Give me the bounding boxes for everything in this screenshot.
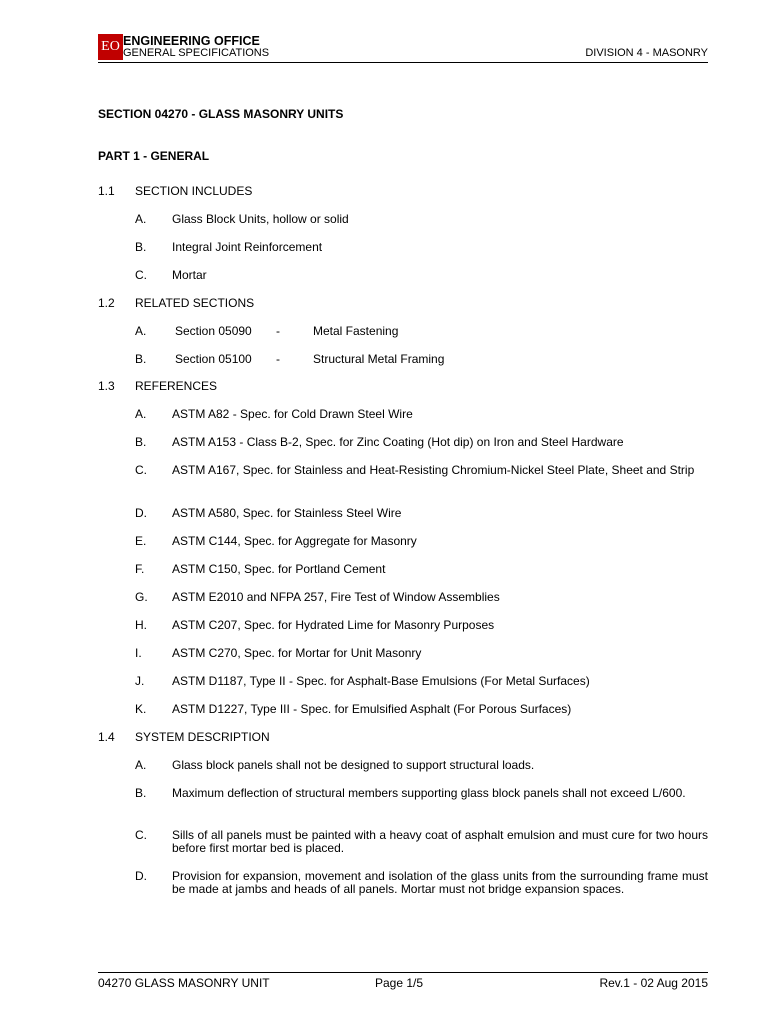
item-text: ASTM A167, Spec. for Stainless and Heat-Resisting Chromium-Nickel Steel Plate, Sheet and Strip (172, 463, 695, 477)
s11-num: 1.1 (98, 184, 115, 198)
related-section: Section 05100 (175, 352, 252, 366)
s12-num: 1.2 (98, 296, 115, 310)
item-text: Integral Joint Reinforcement (172, 240, 323, 254)
item-text: Mortar (172, 268, 207, 282)
item-letter: F. (135, 562, 145, 576)
s11-title: SECTION INCLUDES (135, 184, 253, 198)
item-letter: E. (135, 534, 147, 548)
eo-logo: EO (98, 34, 123, 60)
related-dash: - (276, 352, 280, 366)
item-letter: B. (135, 352, 147, 366)
item-text: ASTM A153 - Class B-2, Spec. for Zinc Coating (Hot dip) on Iron and Steel Hardware (172, 435, 624, 449)
item-letter: A. (135, 407, 147, 421)
spec-name: GENERAL SPECIFICATIONS (123, 47, 270, 59)
item-letter: B. (135, 786, 147, 800)
item-text: ASTM E2010 and NFPA 257, Fire Test of Window Assemblies (172, 590, 500, 604)
item-text: ASTM C150, Spec. for Portland Cement (172, 562, 386, 576)
item-letter: C. (135, 268, 147, 282)
item-text: ASTM A580, Spec. for Stainless Steel Wire (172, 506, 402, 520)
item-letter: C. (135, 463, 147, 477)
footer-revision: Rev.1 - 02 Aug 2015 (599, 976, 708, 990)
item-text: Glass Block Units, hollow or solid (172, 212, 349, 226)
s13-title: REFERENCES (135, 379, 218, 393)
org-name: ENGINEERING OFFICE (123, 34, 260, 48)
item-text: Structural Metal Framing (313, 352, 445, 366)
item-letter: K. (135, 702, 147, 716)
part-title: PART 1 - GENERAL (98, 149, 210, 163)
item-text: Sills of all panels must be painted with a heavy coat of asphalt emulsion and must cure for two hours before first mortar bed is placed. (172, 828, 708, 855)
footer-page-number: Page 1/5 (375, 976, 424, 990)
item-text: ASTM A82 - Spec. for Cold Drawn Steel Wire (172, 407, 413, 421)
footer-doc-name: 04270 GLASS MASONRY UNIT (98, 976, 270, 990)
related-dash: - (276, 324, 280, 338)
item-letter: D. (135, 506, 147, 520)
item-text: ASTM D1187, Type II - Spec. for Asphalt-Base Emulsions (For Metal Surfaces) (172, 674, 590, 688)
item-text: Maximum deflection of structural members supporting glass block panels shall not exceed L/600. (172, 786, 686, 800)
s14-num: 1.4 (98, 730, 115, 744)
item-letter: B. (135, 435, 147, 449)
item-letter: H. (135, 618, 147, 632)
page-footer (98, 972, 708, 993)
division-name: DIVISION 4 - MASONRY (585, 47, 708, 59)
item-text: Provision for expansion, movement and isolation of the glass units from the surrounding frame must be made at jambs and heads of all panels. Mortar must not bridge expansion spaces. (172, 869, 708, 896)
item-text: Glass block panels shall not be designed to support structural loads. (172, 758, 535, 772)
item-letter: A. (135, 758, 147, 772)
item-letter: A. (135, 324, 147, 338)
item-text: Metal Fastening (313, 324, 399, 338)
s14-title: SYSTEM DESCRIPTION (135, 730, 270, 744)
item-text: ASTM C207, Spec. for Hydrated Lime for Masonry Purposes (172, 618, 495, 632)
section-title: SECTION 04270 - GLASS MASONRY UNITS (98, 107, 344, 121)
s12-title: RELATED SECTIONS (135, 296, 255, 310)
item-text: ASTM D1227, Type III - Spec. for Emulsified Asphalt (For Porous Surfaces) (172, 702, 572, 716)
item-letter: C. (135, 828, 147, 842)
page-header (98, 32, 708, 63)
related-section: Section 05090 (175, 324, 252, 338)
item-letter: A. (135, 212, 147, 226)
item-letter: J. (135, 674, 145, 688)
item-letter: G. (135, 590, 148, 604)
item-letter: I. (135, 646, 142, 660)
item-letter: D. (135, 869, 147, 883)
item-text: ASTM C144, Spec. for Aggregate for Masonry (172, 534, 417, 548)
item-text: ASTM C270, Spec. for Mortar for Unit Masonry (172, 646, 422, 660)
item-letter: B. (135, 240, 147, 254)
s13-num: 1.3 (98, 379, 115, 393)
